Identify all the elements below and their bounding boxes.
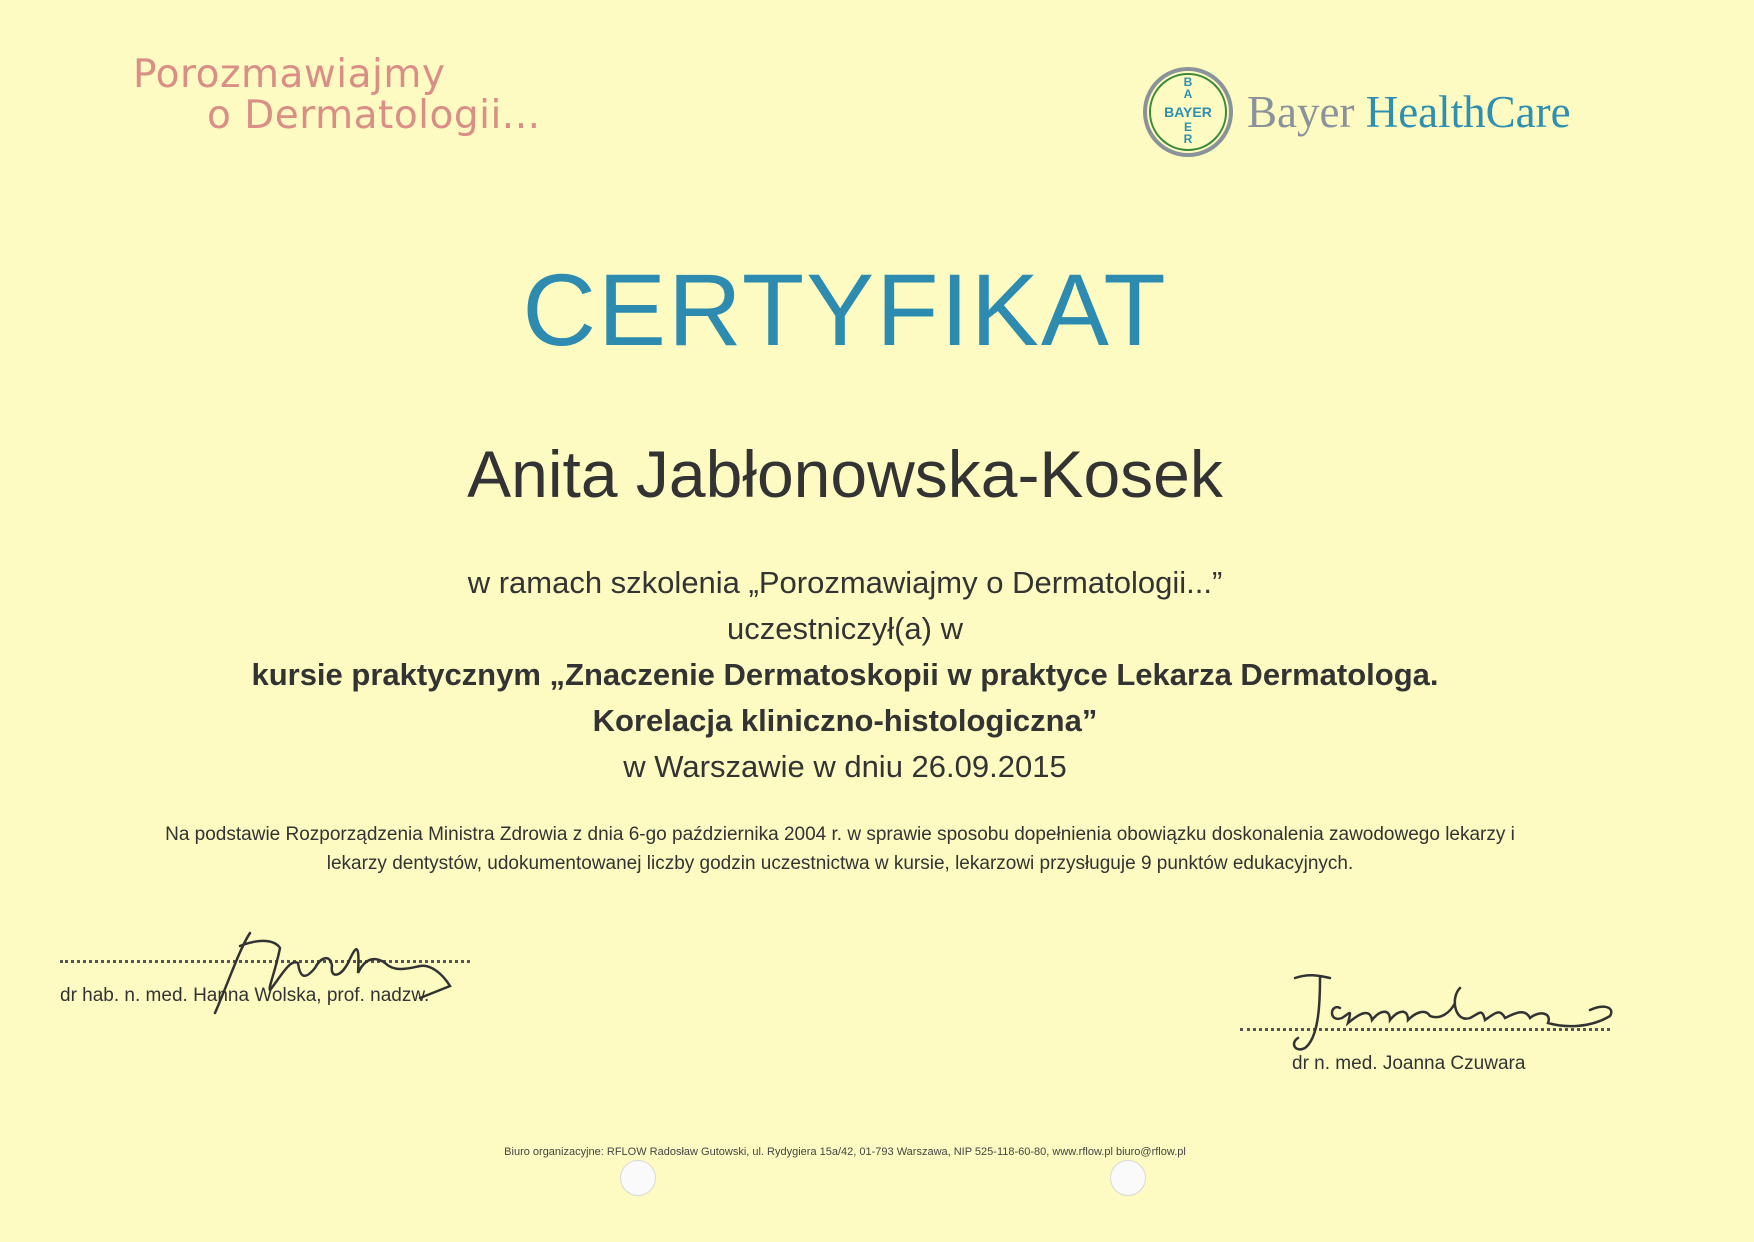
legal-line-1: Na podstawie Rozporządzenia Ministra Zdrowia z dnia 6-go października 2004 r. w sprawie sposobu dopełnienia obowiązku doskonalenia zawodowego lekarzy i <box>165 824 1515 845</box>
punch-hole-left <box>620 1160 656 1196</box>
body-line-2: uczestniczył(a) w <box>727 611 963 646</box>
bayer-name-part1: Bayer <box>1247 87 1355 137</box>
svg-text:R: R <box>1183 132 1193 146</box>
event-logo-line1: Porozmawiajmy <box>133 52 446 97</box>
handwritten-signature-left <box>180 918 460 1018</box>
bayer-cross-icon <box>1140 64 1236 160</box>
place-date-line: w Warszawie w dniu 26.09.2015 <box>623 749 1067 784</box>
bayer-name-part2: HealthCare <box>1365 87 1571 137</box>
certificate-title: CERTYFIKAT <box>522 253 1168 367</box>
event-logo-line2: o Dermatologii... <box>207 93 541 138</box>
svg-text:E: E <box>1183 120 1193 134</box>
signature-label-right: dr n. med. Joanna Czuwara <box>1292 1053 1526 1074</box>
bayer-healthcare-logo <box>1140 64 1630 164</box>
recipient-name: Anita Jabłonowska-Kosek <box>467 437 1223 511</box>
event-logo <box>133 52 553 138</box>
svg-text:BAYER: BAYER <box>1164 104 1212 120</box>
bayer-name <box>1247 86 1571 138</box>
legal-line-2: lekarzy dentystów, udokumentowanej liczby godzin uczestnictwa w kursie, lekarzowi przysługuje 9 punktów edukacyjnych. <box>326 853 1354 874</box>
legal-notice <box>70 820 1610 878</box>
footer-address: Biuro organizacyjne: RFLOW Radosław Gutowski, ul. Rydygiera 15a/42, 01-793 Warszawa, NIP 525-118-60-80, www.rflow.pl biuro@rflow.pl <box>504 1146 1186 1158</box>
certificate-body <box>0 560 1690 790</box>
punch-hole-right <box>1110 1160 1146 1196</box>
course-title-line-1: kursie praktycznym „Znaczenie Dermatoskopii w praktyce Lekarza Dermatologa. <box>251 657 1439 692</box>
course-title-line-2: Korelacja kliniczno-histologiczna” <box>592 703 1098 738</box>
signature-right <box>1240 1028 1610 1075</box>
signature-label-left: dr hab. n. med. Hanna Wolska, prof. nadzw. <box>60 985 430 1006</box>
body-line-1: w ramach szkolenia „Porozmawiajmy o Dermatologii...” <box>467 565 1223 600</box>
handwritten-signature-right <box>1290 968 1620 1068</box>
svg-text:B: B <box>1183 75 1193 89</box>
svg-text:A: A <box>1183 87 1193 101</box>
signature-left <box>60 960 470 1007</box>
